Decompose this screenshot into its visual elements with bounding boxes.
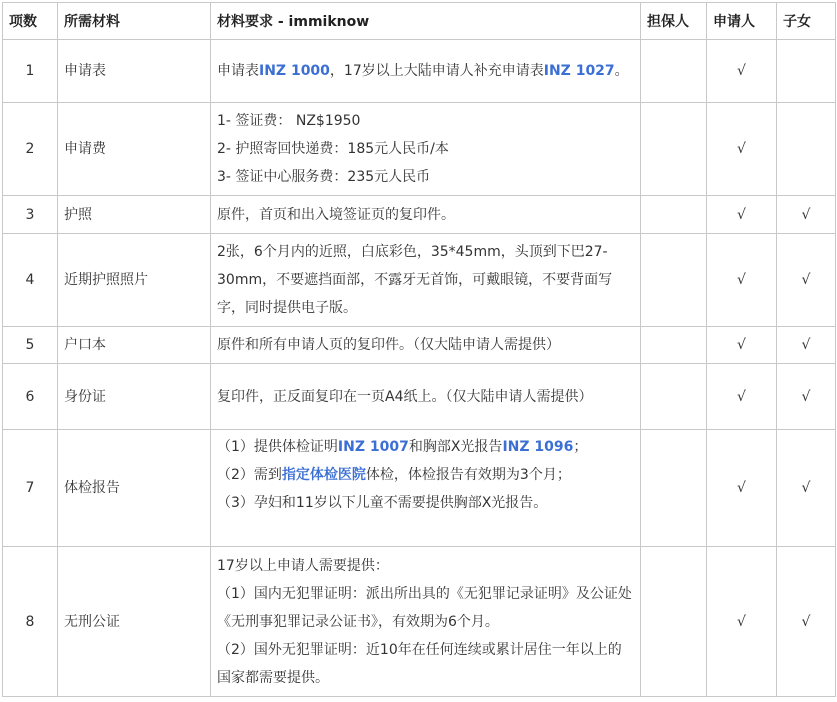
row-index: 1 bbox=[3, 40, 58, 103]
form-link-inz1007[interactable]: INZ 1007 bbox=[337, 439, 409, 455]
requirement-text: ； bbox=[573, 439, 588, 455]
row-index: 7 bbox=[3, 430, 58, 547]
table-row bbox=[3, 547, 836, 697]
row-material: 户口本 bbox=[58, 327, 211, 364]
row-applicant-check: √ bbox=[707, 327, 777, 364]
row-requirement: 复印件，正反面复印在一页A4纸上。（仅大陆申请人需提供） bbox=[211, 364, 641, 430]
row-index: 6 bbox=[3, 364, 58, 430]
row-guarantor bbox=[641, 40, 707, 103]
table-header-row bbox=[3, 3, 836, 40]
requirement-line bbox=[217, 433, 634, 461]
table-row bbox=[3, 234, 836, 327]
row-applicant-check: √ bbox=[707, 103, 777, 196]
header-material: 所需材料 bbox=[58, 3, 211, 40]
row-material: 无刑公证 bbox=[58, 547, 211, 697]
row-index: 3 bbox=[3, 196, 58, 234]
row-child-check: √ bbox=[777, 430, 836, 547]
row-guarantor bbox=[641, 430, 707, 547]
row-index: 8 bbox=[3, 547, 58, 697]
row-index: 4 bbox=[3, 234, 58, 327]
row-material: 近期护照照片 bbox=[58, 234, 211, 327]
row-applicant-check: √ bbox=[707, 40, 777, 103]
requirement-line: 1- 签证费： NZ$1950 bbox=[217, 113, 361, 129]
form-link-inz1027[interactable]: INZ 1027 bbox=[543, 63, 615, 79]
row-child-check: √ bbox=[777, 196, 836, 234]
requirement-text: （2）需到 bbox=[217, 467, 282, 483]
table-row bbox=[3, 364, 836, 430]
requirement-text: 体检，体检报告有效期为3个月； bbox=[365, 467, 571, 483]
requirement-line: （1）国内无犯罪证明：派出所出具的《无犯罪记录证明》及公证处《无刑事犯罪记录公证书》，有效期为6个月。 bbox=[217, 585, 632, 630]
header-index: 项数 bbox=[3, 3, 58, 40]
row-guarantor bbox=[641, 327, 707, 364]
row-applicant-check: √ bbox=[707, 364, 777, 430]
requirement-text: （1）提供体检证明 bbox=[217, 439, 338, 455]
requirement-line: 17岁以上申请人需要提供： bbox=[217, 557, 389, 574]
header-requirement: 材料要求 - immiknow bbox=[211, 3, 641, 40]
requirement-line: （2）国外无犯罪证明：近10年在任何连续或累计居住一年以上的国家都需要提供。 bbox=[217, 641, 622, 686]
row-requirement bbox=[211, 40, 641, 103]
table-row bbox=[3, 40, 836, 103]
requirement-text: 。 bbox=[614, 63, 629, 79]
form-link-inz1096[interactable]: INZ 1096 bbox=[502, 439, 574, 455]
row-child-check: √ bbox=[777, 364, 836, 430]
row-applicant-check: √ bbox=[707, 430, 777, 547]
table-row bbox=[3, 327, 836, 364]
header-guarantor: 担保人 bbox=[641, 3, 707, 40]
row-requirement: 原件和所有申请人页的复印件。（仅大陆申请人需提供） bbox=[211, 327, 641, 364]
row-requirement bbox=[211, 547, 641, 697]
row-guarantor bbox=[641, 234, 707, 327]
row-child-check: √ bbox=[777, 547, 836, 697]
requirement-line: 2- 护照寄回快递费：185元人民币/本 bbox=[217, 141, 449, 157]
row-child-check bbox=[777, 103, 836, 196]
designated-hospital-link[interactable]: 指定体检医院 bbox=[281, 467, 366, 483]
row-guarantor bbox=[641, 547, 707, 697]
requirement-text: 和胸部X光报告 bbox=[408, 439, 503, 455]
row-child-check: √ bbox=[777, 327, 836, 364]
row-guarantor bbox=[641, 196, 707, 234]
table-row bbox=[3, 196, 836, 234]
requirement-line: 3- 签证中心服务费：235元人民币 bbox=[217, 169, 431, 185]
requirement-text: 申请表 bbox=[217, 63, 259, 79]
requirement-line bbox=[217, 461, 634, 489]
row-material: 申请表 bbox=[58, 40, 211, 103]
row-requirement: 2张，6个月内的近照，白底彩色，35*45mm，头顶到下巴27-30mm，不要遮挡面部，不露牙无首饰，可戴眼镜，不要背面写字，同时提供电子版。 bbox=[211, 234, 641, 327]
row-requirement bbox=[211, 103, 641, 196]
table-row bbox=[3, 430, 836, 547]
row-guarantor bbox=[641, 364, 707, 430]
row-material: 护照 bbox=[58, 196, 211, 234]
row-index: 5 bbox=[3, 327, 58, 364]
row-material: 申请费 bbox=[58, 103, 211, 196]
row-material: 身份证 bbox=[58, 364, 211, 430]
row-applicant-check: √ bbox=[707, 196, 777, 234]
table-row bbox=[3, 103, 836, 196]
row-applicant-check: √ bbox=[707, 547, 777, 697]
form-link-inz1000[interactable]: INZ 1000 bbox=[259, 63, 330, 79]
row-requirement bbox=[211, 430, 641, 547]
header-child: 子女 bbox=[777, 3, 836, 40]
row-applicant-check: √ bbox=[707, 234, 777, 327]
header-applicant: 申请人 bbox=[707, 3, 777, 40]
materials-table bbox=[2, 2, 836, 697]
row-guarantor bbox=[641, 103, 707, 196]
row-index: 2 bbox=[3, 103, 58, 196]
row-child-check: √ bbox=[777, 234, 836, 327]
row-material: 体检报告 bbox=[58, 430, 211, 547]
row-requirement: 原件，首页和出入境签证页的复印件。 bbox=[211, 196, 641, 234]
requirement-text: ，17岁以上大陆申请人补充申请表 bbox=[329, 63, 544, 79]
requirement-line: （3）孕妇和11岁以下儿童不需要提供胸部X光报告。 bbox=[217, 495, 548, 511]
row-child-check bbox=[777, 40, 836, 103]
